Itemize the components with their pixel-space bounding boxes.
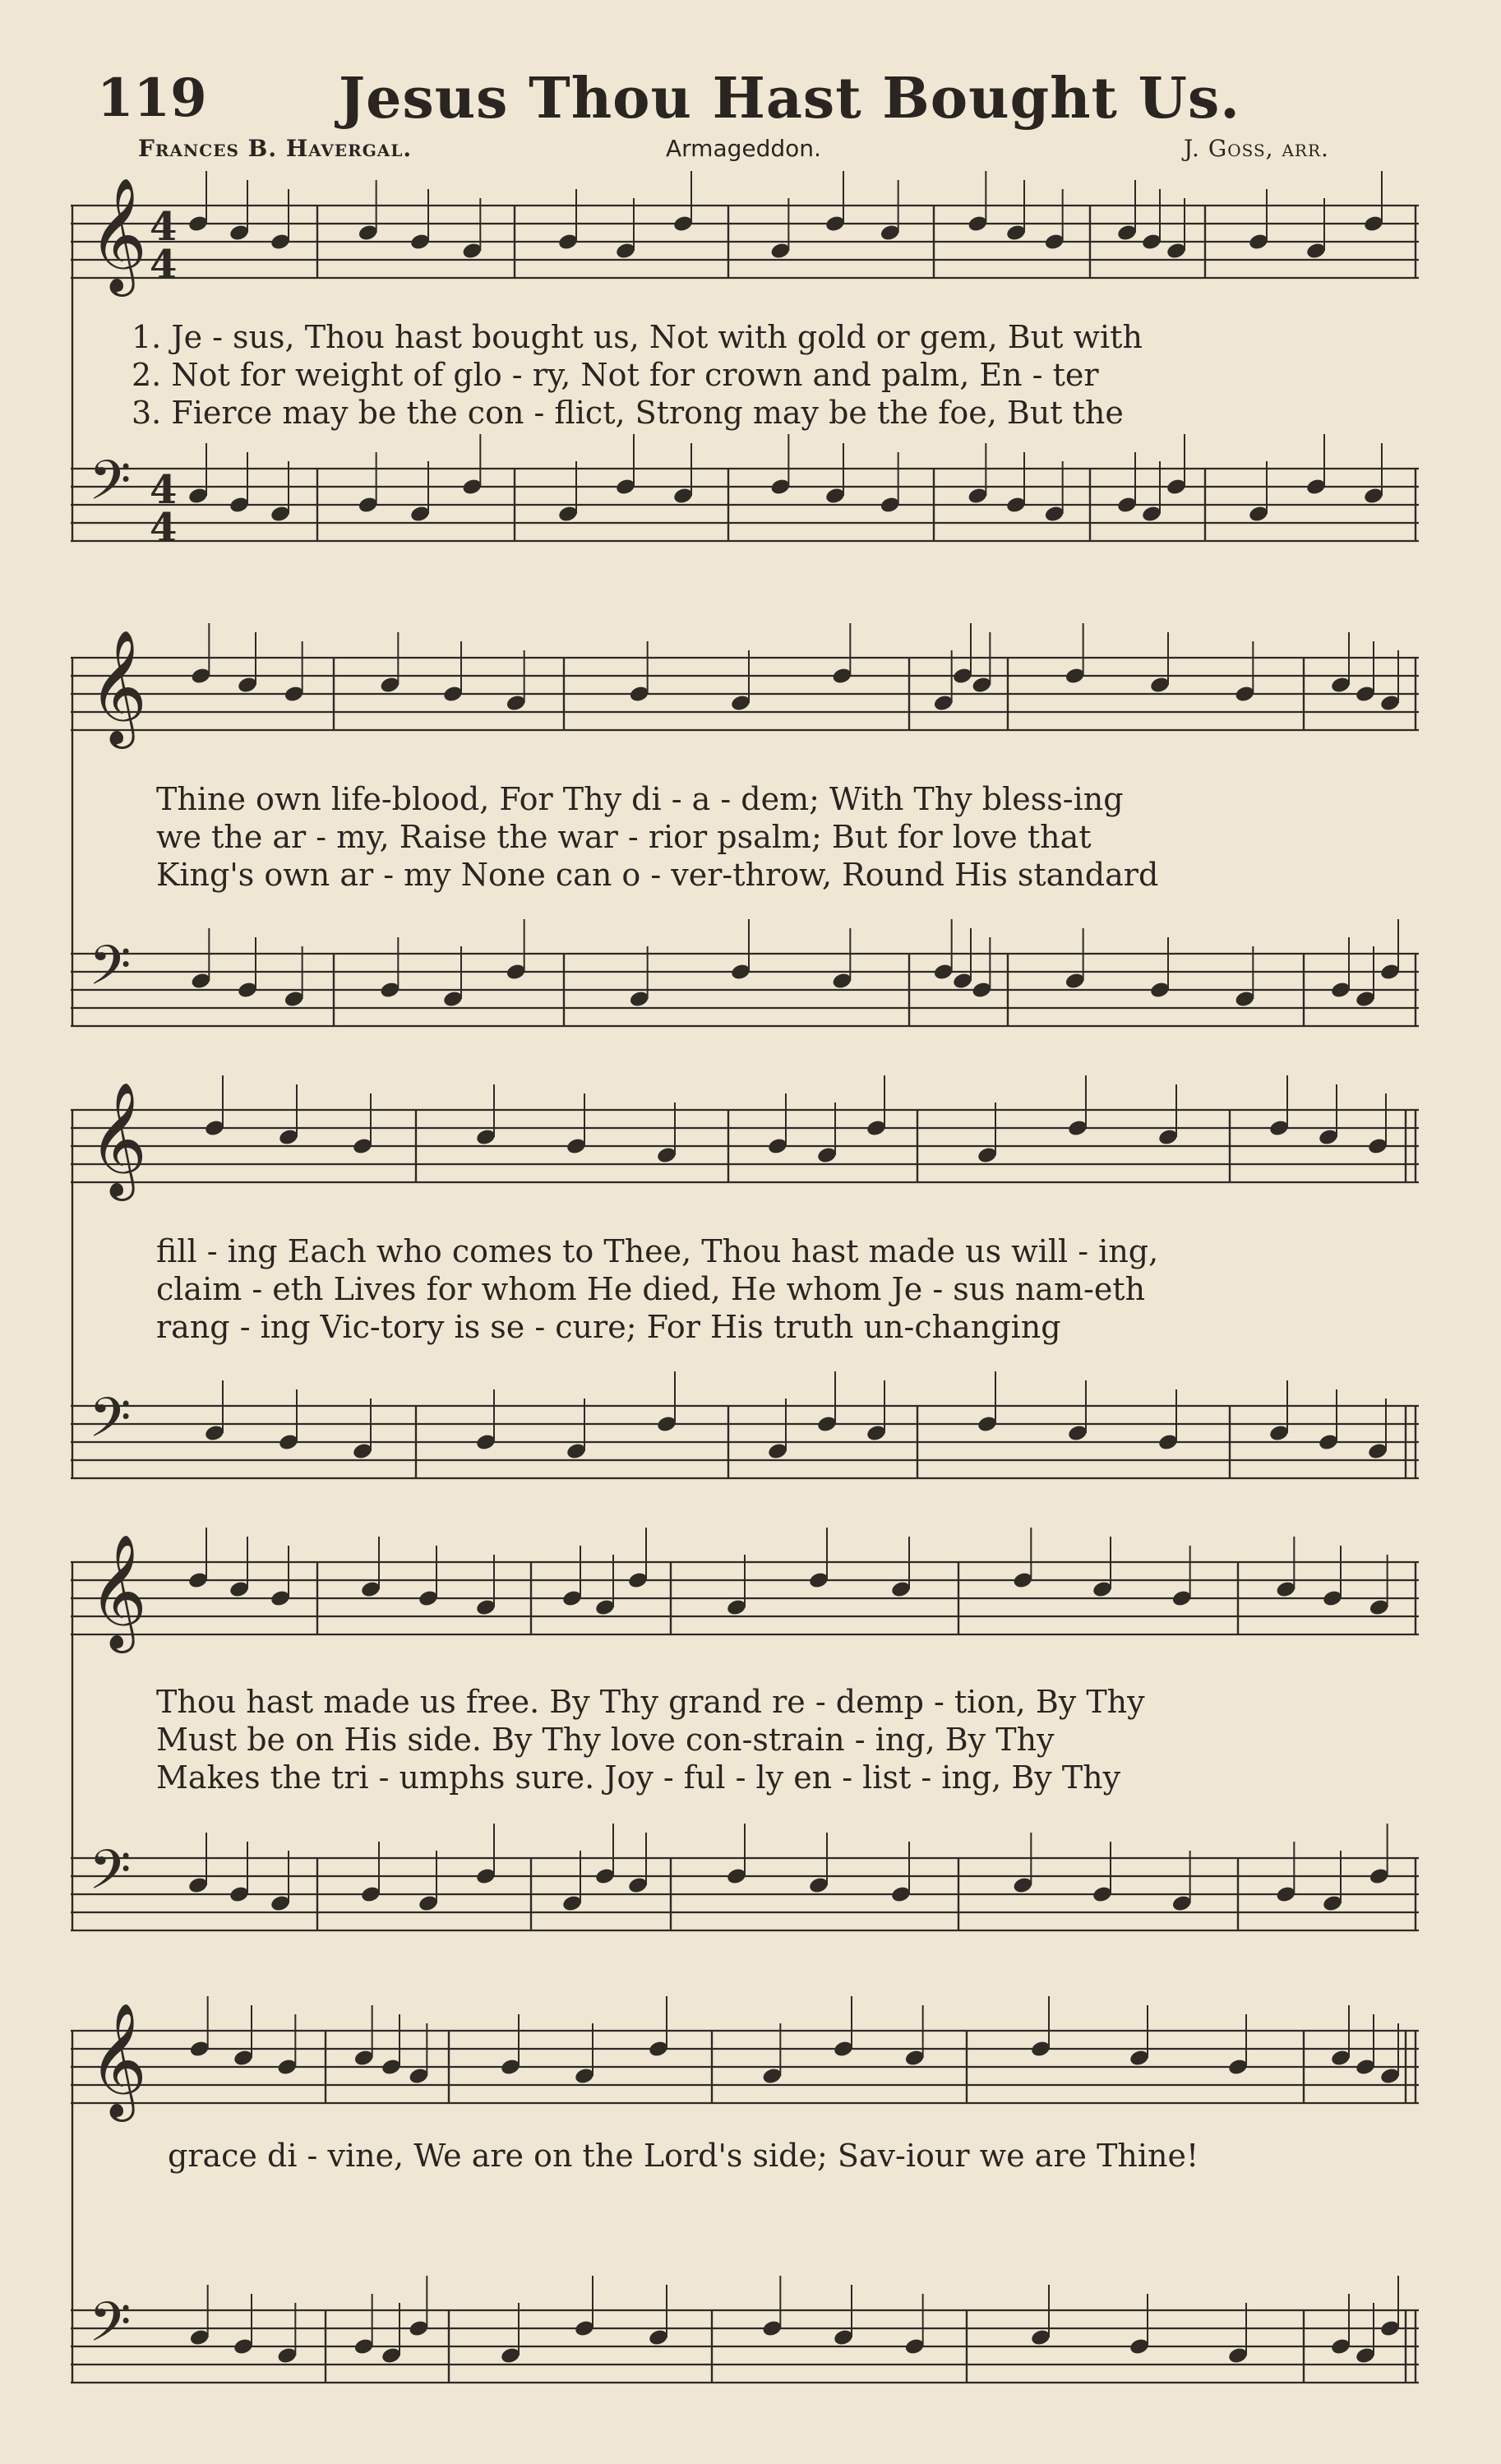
lyric-verse-2: we the ar - my, Raise the war - rior psalm; But for love that <box>156 819 1092 855</box>
time-signature-icon: 4 <box>150 467 178 513</box>
treble-staff <box>71 1528 1419 1653</box>
bass-staff <box>71 1371 1419 1478</box>
time-signature-icon: 4 <box>150 204 178 250</box>
lyric-verse-1: grace di - vine, We are on the Lord's side; Sav-iour we are Thine! <box>168 2138 1199 2174</box>
bass-staff <box>71 2276 1419 2383</box>
time-signature-icon: 4 <box>150 505 178 551</box>
music-system <box>71 1990 1419 2417</box>
lyric-verse-3: 3. Fierce may be the con - flict, Strong may be the foe, But the <box>132 395 1124 431</box>
lyric-verse-1: 1. Je - sus, Thou hast bought us, Not with gold or gem, But with <box>132 319 1143 355</box>
bass-staff <box>71 919 1419 1026</box>
lyric-verse-2: Must be on His side. By Thy love con-strain - ing, By Thy <box>156 1722 1055 1758</box>
arranger-credit: J. Goss, arr. <box>1184 135 1329 162</box>
bass-clef-icon: 𝄢 <box>89 449 132 525</box>
lyric-verse-1: Thine own life-blood, For Thy di - a - dem; With Thy bless-ing <box>156 781 1124 817</box>
time-signature-icon: 4 <box>150 242 178 288</box>
treble-clef-icon: 𝄞 <box>89 1082 147 1196</box>
bass-clef-icon: 𝄢 <box>89 2291 132 2367</box>
treble-staff <box>71 1075 1419 1201</box>
treble-staff <box>71 171 1419 297</box>
lyric-verse-1: Thou hast made us free. By Thy grand re - demp - tion, By Thy <box>156 1684 1145 1720</box>
treble-clef-icon: 𝄞 <box>89 1534 147 1648</box>
music-system <box>71 1529 1419 1990</box>
lyric-verse-1: fill - ing Each who comes to Thee, Thou hast made us will - ing, <box>156 1233 1159 1269</box>
bass-clef-icon: 𝄢 <box>89 1838 132 1915</box>
bass-clef-icon: 𝄢 <box>89 934 132 1010</box>
lyric-verse-2: 2. Not for weight of glo - ry, Not for crown and palm, En - ter <box>132 357 1099 393</box>
staff-system-graphic <box>71 1990 1419 2417</box>
tune-name: Armageddon. <box>666 135 821 162</box>
lyric-verse-3: rang - ing Vic-tory is se - cure; For His truth un-changing <box>156 1309 1061 1345</box>
lyric-verse-3: King's own ar - my None can o - ver-throw, Round His standard <box>156 857 1159 893</box>
lyric-verse-3: Makes the tri - umphs sure. Joy - ful - ly en - list - ing, By Thy <box>156 1759 1121 1796</box>
bass-staff <box>71 1824 1419 1930</box>
bass-clef-icon: 𝄢 <box>89 1386 132 1463</box>
treble-staff <box>71 623 1419 749</box>
treble-clef-icon: 𝄞 <box>89 178 147 292</box>
music-system <box>71 1069 1419 1529</box>
treble-clef-icon: 𝄞 <box>89 630 147 744</box>
treble-staff <box>71 1996 1419 2122</box>
treble-clef-icon: 𝄞 <box>89 2003 147 2117</box>
bass-staff <box>71 434 1419 541</box>
hymn-number: 119 <box>97 67 207 129</box>
hymn-header <box>0 0 1501 164</box>
music-system <box>71 173 1419 567</box>
music-system <box>71 608 1419 1069</box>
author-credit: Frances B. Havergal. <box>138 135 413 162</box>
lyric-verse-2: claim - eth Lives for whom He died, He whom Je - sus nam-eth <box>156 1271 1146 1307</box>
hymn-title: Jesus Thou Hast Bought Us. <box>339 66 1240 132</box>
